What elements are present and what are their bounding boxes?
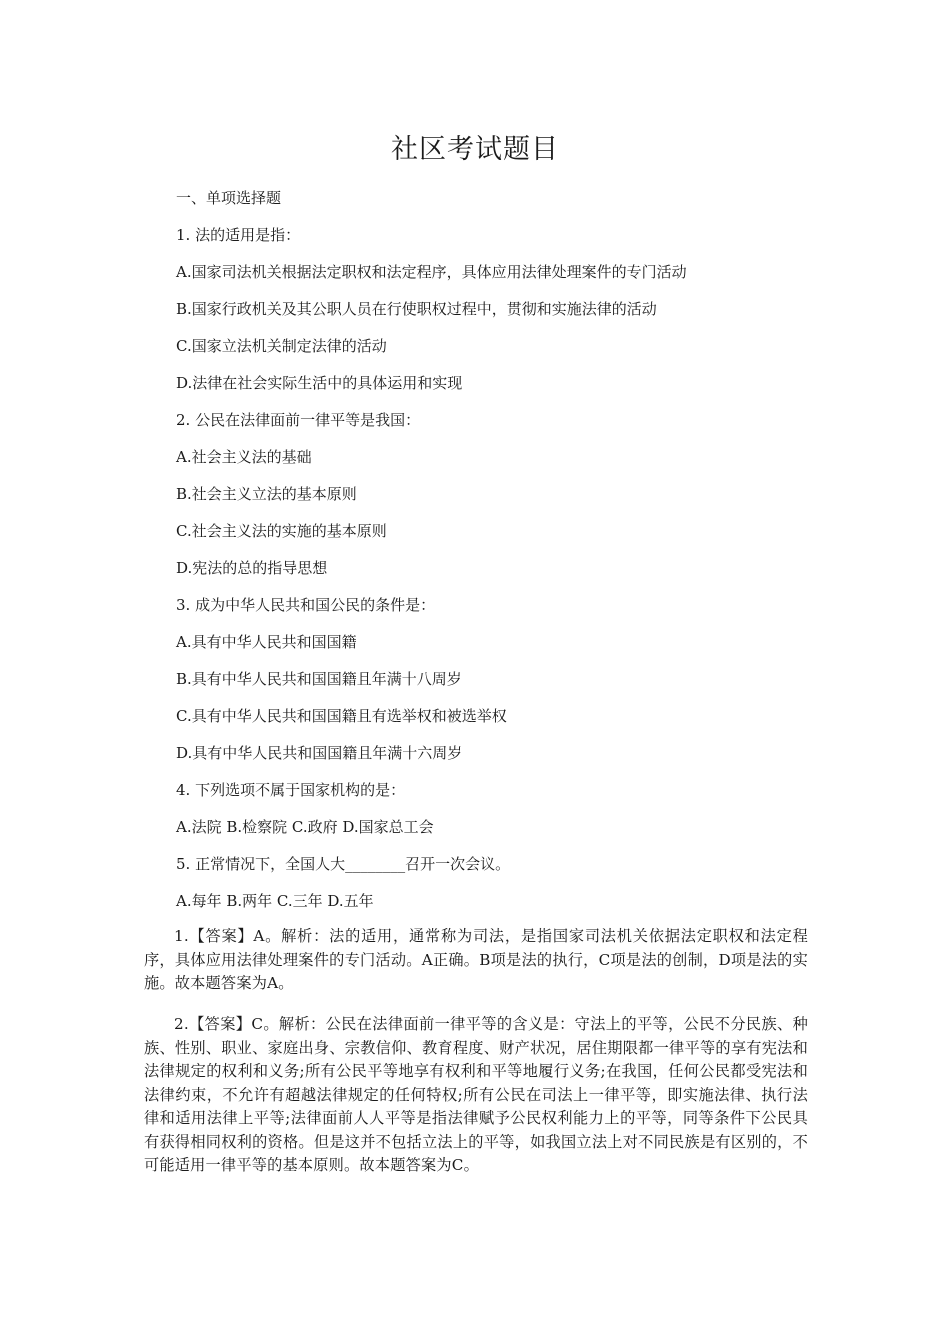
answer-2-paragraph: 2.【答案】C。解析：公民在法律面前一律平等的含义是：守法上的平等，公民不分民族、种族、性别、职业、家庭出身、宗教信仰、教育程度、财产状况，居住期限都一律平等的享有宪法和法律规定的权利和义务;所有公民平等地享有权利和平等地履行义务;在我国，任何公民都受宪法和法律约束，不允许有超越法律规定的任何特权;所有公民在司法上一律平等，即实施法律、执行法律和适用法律上平等;法律面前人人平等是指法律赋予公民权利能力上的平等，同等条件下公民具有获得相同权利的资格。但是这并不包括立法上的平等，如我国立法上对不同民族是有区别的，不可能适用一律平等的基本原则。故本题答案为C。 xyxy=(144,1015,808,1174)
question-1-option-b: B.国家行政机关及其公职人员在行使职权过程中，贯彻和实施法律的活动 xyxy=(176,300,657,318)
question-1-option-c: C.国家立法机关制定法律的活动 xyxy=(176,337,387,355)
question-2-option-c: C.社会主义法的实施的基本原则 xyxy=(176,522,387,540)
question-1-option-d: D.法律在社会实际生活中的具体运用和实现 xyxy=(176,374,463,392)
question-1-stem: 1. 法的适用是指： xyxy=(176,226,301,244)
answer-1-paragraph: 1.【答案】A。解析：法的适用，通常称为司法，是指国家司法机关依据法定职权和法定程序，具体应用法律处理案件的专门活动。A正确。B项是法的执行，C项是法的创制，D项是法的实施。故本题答案为A。 xyxy=(144,927,808,992)
question-2-option-b: B.社会主义立法的基本原则 xyxy=(176,485,357,503)
question-2-option-d: D.宪法的总的指导思想 xyxy=(176,559,328,577)
question-3-option-c: C.具有中华人民共和国国籍且有选举权和被选举权 xyxy=(176,707,507,725)
question-3-option-b: B.具有中华人民共和国国籍且年满十八周岁 xyxy=(176,670,462,688)
question-3-stem: 3. 成为中华人民共和国公民的条件是： xyxy=(176,596,436,614)
question-1-option-a: A.国家司法机关根据法定职权和法定程序，具体应用法律处理案件的专门活动 xyxy=(176,263,687,281)
question-2-stem: 2. 公民在法律面前一律平等是我国： xyxy=(176,411,421,429)
section-heading: 一、单项选择题 xyxy=(176,189,282,207)
question-3-option-d: D.具有中华人民共和国国籍且年满十六周岁 xyxy=(176,744,463,762)
question-5-stem: 5. 正常情况下，全国人大________召开一次会议。 xyxy=(176,855,511,873)
question-3-option-a: A.具有中华人民共和国国籍 xyxy=(176,633,357,651)
question-5-options: A.每年 B.两年 C.三年 D.五年 xyxy=(176,892,374,910)
page-title: 社区考试题目 xyxy=(391,134,559,165)
question-2-option-a: A.社会主义法的基础 xyxy=(176,448,312,466)
question-4-options: A.法院 B.检察院 C.政府 D.国家总工会 xyxy=(176,818,434,836)
question-4-stem: 4. 下列选项不属于国家机构的是： xyxy=(176,781,406,799)
